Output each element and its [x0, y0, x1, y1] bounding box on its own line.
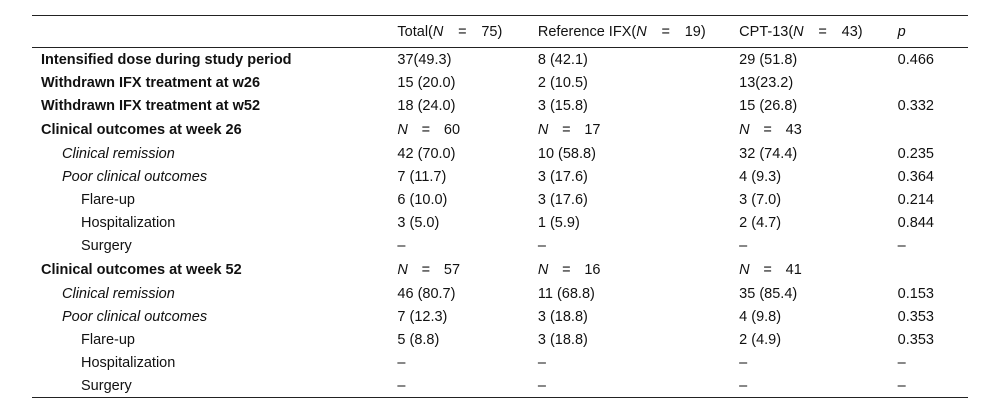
row-label: Clinical outcomes at week 52	[41, 261, 242, 278]
header-reference-n: 19)	[684, 23, 706, 40]
cell-cpt: 2 (4.7)	[739, 214, 782, 231]
cell-total: –	[397, 354, 406, 371]
table-row	[32, 374, 968, 398]
equals-sign: =	[763, 121, 772, 138]
n-value: 17	[584, 121, 601, 138]
n-value: 16	[584, 261, 601, 278]
cell-cpt: 2 (4.9)	[739, 331, 782, 348]
table-row	[32, 211, 968, 234]
cell-p-value	[898, 117, 968, 142]
n-symbol: N	[397, 261, 408, 278]
equals-sign: =	[421, 121, 431, 138]
row-label: Hospitalization	[81, 214, 176, 231]
cell-reference: 8 (42.1)	[537, 51, 588, 68]
cell-total: 42 (70.0)	[397, 145, 456, 162]
header-reference-equals: =	[661, 23, 670, 40]
cell-cpt: –	[739, 354, 748, 371]
row-label: Clinical remission	[62, 145, 175, 162]
header-row	[32, 16, 968, 48]
cell-p-value: 0.353	[897, 308, 934, 325]
cell-p-value: 0.466	[897, 51, 934, 68]
equals-sign: =	[763, 261, 772, 278]
row-label: Hospitalization	[81, 354, 176, 371]
row-label: Flare-up	[81, 331, 135, 348]
table-row	[32, 188, 968, 211]
row-label: Poor clinical outcomes	[62, 308, 208, 325]
cell-cpt: 32 (74.4)	[739, 145, 798, 162]
header-reference-n-symbol: N	[636, 23, 647, 40]
cell-p-value: 0.214	[897, 191, 934, 208]
cell-reference: 11 (68.8)	[537, 285, 595, 302]
cell-p-value: –	[897, 354, 906, 371]
cell-total: 7 (11.7)	[397, 168, 447, 185]
cell-total: 46 (80.7)	[397, 285, 456, 302]
equals-sign: =	[421, 261, 431, 278]
row-label: Withdrawn IFX treatment at w26	[41, 74, 261, 91]
header-total-n: 75)	[481, 23, 503, 40]
header-cpt-n: 43)	[841, 23, 863, 40]
n-value: 43	[785, 121, 802, 138]
cell-total: 7 (12.3)	[397, 308, 448, 325]
cell-cpt	[739, 117, 898, 142]
cell-cpt: 29 (51.8)	[739, 51, 798, 68]
row-label: Surgery	[81, 237, 132, 254]
cell-cpt: 4 (9.3)	[739, 168, 782, 185]
cell-reference: 3 (17.6)	[537, 168, 588, 185]
cell-reference: –	[537, 237, 546, 254]
table-row	[32, 257, 968, 282]
cell-p-value: 0.153	[897, 285, 934, 302]
cell-total: –	[397, 377, 406, 394]
table-row	[32, 94, 968, 117]
cell-reference: 2 (10.5)	[537, 74, 588, 91]
cell-reference	[538, 117, 739, 142]
cell-p-value: 0.844	[897, 214, 934, 231]
cell-p-value	[898, 257, 968, 282]
cell-total: 18 (24.0)	[397, 97, 456, 114]
cell-p-value: –	[897, 377, 906, 394]
header-total-prefix: Total(	[397, 23, 433, 40]
cell-reference: –	[537, 377, 546, 394]
cell-total: 5 (8.8)	[397, 331, 440, 348]
cell-p-value: 0.332	[897, 97, 934, 114]
cell-p-value: 0.235	[897, 145, 934, 162]
cell-cpt: –	[739, 237, 748, 254]
cell-cpt: 35 (85.4)	[739, 285, 798, 302]
table-row	[32, 305, 968, 328]
n-symbol: N	[537, 121, 549, 138]
cell-total: 3 (5.0)	[397, 214, 440, 231]
row-label: Clinical remission	[62, 285, 175, 302]
header-cpt-n-symbol: N	[793, 23, 804, 40]
header-cpt-equals: =	[818, 23, 827, 40]
row-label: Intensified dose during study period	[41, 51, 292, 68]
header-total-equals: =	[458, 23, 467, 40]
n-value: 41	[785, 261, 802, 278]
cell-reference: 3 (18.8)	[537, 331, 588, 348]
row-label: Clinical outcomes at week 26	[41, 121, 242, 138]
cell-total	[397, 257, 537, 282]
n-symbol: N	[537, 261, 549, 278]
table-body	[32, 48, 968, 398]
table-row	[32, 234, 968, 257]
cell-reference: 3 (17.6)	[537, 191, 588, 208]
cell-cpt	[739, 257, 898, 282]
table-row	[32, 71, 968, 94]
row-label: Withdrawn IFX treatment at w52	[41, 97, 261, 114]
header-p-symbol: p	[897, 23, 906, 40]
row-label: Poor clinical outcomes	[62, 168, 208, 185]
cell-total: –	[397, 237, 406, 254]
cell-p-value	[898, 71, 968, 94]
n-value: 57	[443, 261, 461, 278]
cell-p-value: 0.364	[897, 168, 934, 185]
cell-total: 15 (20.0)	[397, 74, 456, 91]
cell-total: 6 (10.0)	[397, 191, 448, 208]
header-label-column	[32, 16, 397, 48]
table-row	[32, 142, 968, 165]
cell-cpt: 15 (26.8)	[739, 97, 798, 114]
cell-total	[397, 117, 537, 142]
table-row	[32, 48, 968, 72]
table-row	[32, 351, 968, 374]
header-reference	[538, 16, 739, 48]
cell-reference: 1 (5.9)	[537, 214, 580, 231]
equals-sign: =	[562, 261, 571, 278]
header-reference-prefix: Reference IFX(	[537, 23, 637, 40]
n-symbol: N	[739, 261, 750, 278]
cell-total: 37(49.3)	[397, 51, 452, 68]
cell-reference: 3 (15.8)	[537, 97, 588, 114]
cell-cpt: 3 (7.0)	[739, 191, 782, 208]
equals-sign: =	[562, 121, 571, 138]
table-row	[32, 328, 968, 351]
n-symbol: N	[397, 121, 408, 138]
outcomes-table	[32, 15, 968, 398]
table-header	[32, 16, 968, 48]
cell-cpt: –	[739, 377, 748, 394]
header-p-value	[898, 16, 968, 48]
n-value: 60	[443, 121, 461, 138]
cell-p-value: 0.353	[897, 331, 934, 348]
header-cpt-prefix: CPT-13(	[739, 23, 794, 40]
cell-cpt: 4 (9.8)	[739, 308, 782, 325]
table-row	[32, 165, 968, 188]
header-total-n-symbol: N	[432, 23, 444, 40]
cell-cpt: 13(23.2)	[739, 74, 794, 91]
cell-p-value: –	[897, 237, 906, 254]
cell-reference: 10 (58.8)	[537, 145, 596, 162]
cell-reference: 3 (18.8)	[537, 308, 588, 325]
table-row	[32, 117, 968, 142]
header-total	[397, 16, 537, 48]
table-row	[32, 282, 968, 305]
results-table-container	[32, 15, 968, 398]
header-cpt	[739, 16, 898, 48]
row-label: Flare-up	[81, 191, 135, 208]
row-label: Surgery	[81, 377, 132, 394]
cell-reference: –	[537, 354, 546, 371]
cell-reference	[538, 257, 739, 282]
n-symbol: N	[739, 121, 750, 138]
